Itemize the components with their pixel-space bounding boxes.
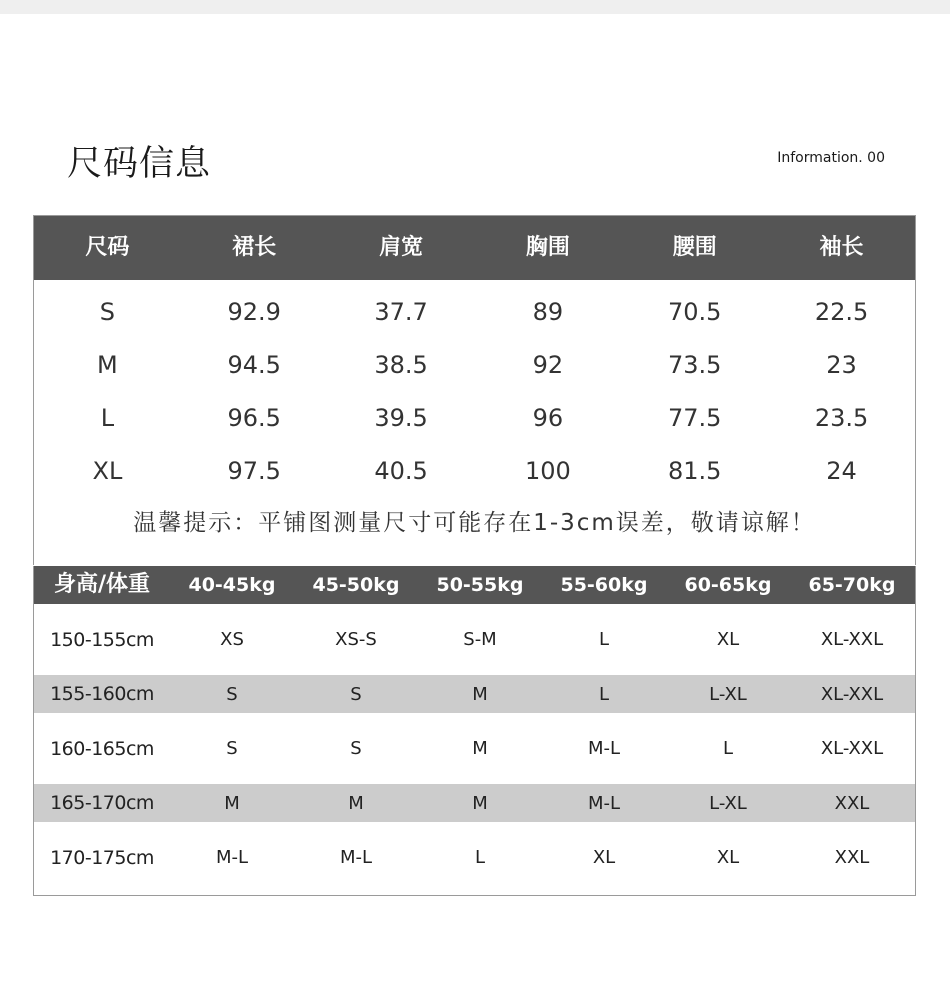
fit-header-cell: 身高/体重 xyxy=(53,572,151,597)
fit-header-cell: 45-50kg xyxy=(312,574,400,596)
size-header-cell: 尺码 xyxy=(85,235,130,260)
size-cell: 96.5 xyxy=(227,404,281,432)
fit-cell: 150-155cm xyxy=(50,628,154,651)
size-cell: 96 xyxy=(532,404,564,432)
page-title: 尺码信息 xyxy=(67,144,212,184)
fit-cell: S xyxy=(350,738,362,759)
size-table-body xyxy=(34,280,915,498)
size-cell: 92.9 xyxy=(227,298,281,326)
size-cell: M xyxy=(97,351,118,379)
size-table xyxy=(33,215,916,565)
size-cell: 37.7 xyxy=(374,298,428,326)
fit-cell: L-XL xyxy=(709,683,747,705)
table-row xyxy=(34,713,915,784)
size-header-cell: 裙长 xyxy=(232,235,277,260)
fit-cell: XL xyxy=(716,629,740,650)
fit-table-header xyxy=(34,566,915,604)
fit-cell: M-L xyxy=(587,738,621,759)
fit-cell: L xyxy=(598,683,610,705)
fit-cell: S xyxy=(226,683,238,705)
top-strip xyxy=(0,0,950,14)
fit-cell: XL xyxy=(592,847,616,868)
page-subtitle: Information. 00 xyxy=(777,150,885,166)
size-cell: 24 xyxy=(826,457,857,485)
fit-cell: M-L xyxy=(215,847,249,868)
size-cell: 38.5 xyxy=(374,351,428,379)
fit-cell: XL-XXL xyxy=(820,738,884,759)
size-cell: 81.5 xyxy=(668,457,722,485)
size-cell: 70.5 xyxy=(668,298,722,326)
size-header-cell: 胸围 xyxy=(525,235,570,260)
size-table-header xyxy=(34,216,915,280)
fit-cell: XL-XXL xyxy=(820,683,884,705)
fit-cell: XL-XXL xyxy=(820,629,884,650)
measurement-tip: 温馨提示：平铺图测量尺寸可能存在1-3cm误差，敬请谅解！ xyxy=(133,510,816,536)
size-cell: XL xyxy=(92,457,123,485)
size-header-cell: 袖长 xyxy=(819,235,864,260)
fit-cell: S xyxy=(350,683,362,705)
size-header-cell: 肩宽 xyxy=(379,235,424,260)
size-cell: 39.5 xyxy=(374,404,428,432)
size-cell: 92 xyxy=(532,351,564,379)
fit-header-cell: 50-55kg xyxy=(436,574,524,596)
table-row xyxy=(34,339,915,392)
fit-cell: 165-170cm xyxy=(50,792,154,814)
fit-cell: M xyxy=(472,683,488,705)
table-row xyxy=(34,604,915,675)
size-cell: 23.5 xyxy=(814,404,869,432)
fit-cell: L xyxy=(474,847,486,868)
fit-table xyxy=(33,566,916,896)
table-row xyxy=(34,286,915,339)
fit-cell: XXL xyxy=(834,792,870,814)
table-row xyxy=(34,392,915,445)
fit-cell: 160-165cm xyxy=(50,737,154,760)
fit-cell: M xyxy=(348,792,364,814)
size-cell: 22.5 xyxy=(814,298,869,326)
table-row xyxy=(34,822,915,893)
fit-cell: XL xyxy=(716,847,740,868)
table-row xyxy=(34,445,915,498)
fit-cell: L-XL xyxy=(709,792,747,814)
size-cell: 23 xyxy=(826,351,857,379)
fit-cell: M xyxy=(224,792,240,814)
size-cell: 97.5 xyxy=(227,457,281,485)
fit-cell: XS xyxy=(220,629,244,650)
fit-cell: M xyxy=(472,792,488,814)
fit-cell: M-L xyxy=(587,792,621,814)
size-cell: 40.5 xyxy=(374,457,428,485)
fit-cell: 155-160cm xyxy=(50,683,154,705)
table-row xyxy=(34,784,915,822)
fit-cell: 170-175cm xyxy=(50,846,154,869)
fit-cell: S-M xyxy=(463,629,497,650)
fit-header-cell: 55-60kg xyxy=(560,574,648,596)
size-cell: S xyxy=(99,298,116,326)
fit-header-cell: 60-65kg xyxy=(684,574,772,596)
fit-cell: L xyxy=(722,738,734,759)
size-cell: 89 xyxy=(532,298,564,326)
fit-cell: XXL xyxy=(834,847,870,868)
fit-cell: M-L xyxy=(339,847,373,868)
fit-cell: M xyxy=(472,738,488,759)
size-cell: 77.5 xyxy=(668,404,722,432)
fit-header-cell: 65-70kg xyxy=(808,574,896,596)
size-cell: 94.5 xyxy=(227,351,281,379)
size-cell: L xyxy=(100,404,115,432)
fit-cell: S xyxy=(226,738,238,759)
fit-cell: XS-S xyxy=(335,629,377,650)
size-cell: 100 xyxy=(524,457,571,485)
size-cell: 73.5 xyxy=(668,351,722,379)
size-header-cell: 腰围 xyxy=(672,235,717,260)
table-row xyxy=(34,675,915,713)
fit-cell: L xyxy=(598,629,610,650)
fit-header-cell: 40-45kg xyxy=(188,574,276,596)
